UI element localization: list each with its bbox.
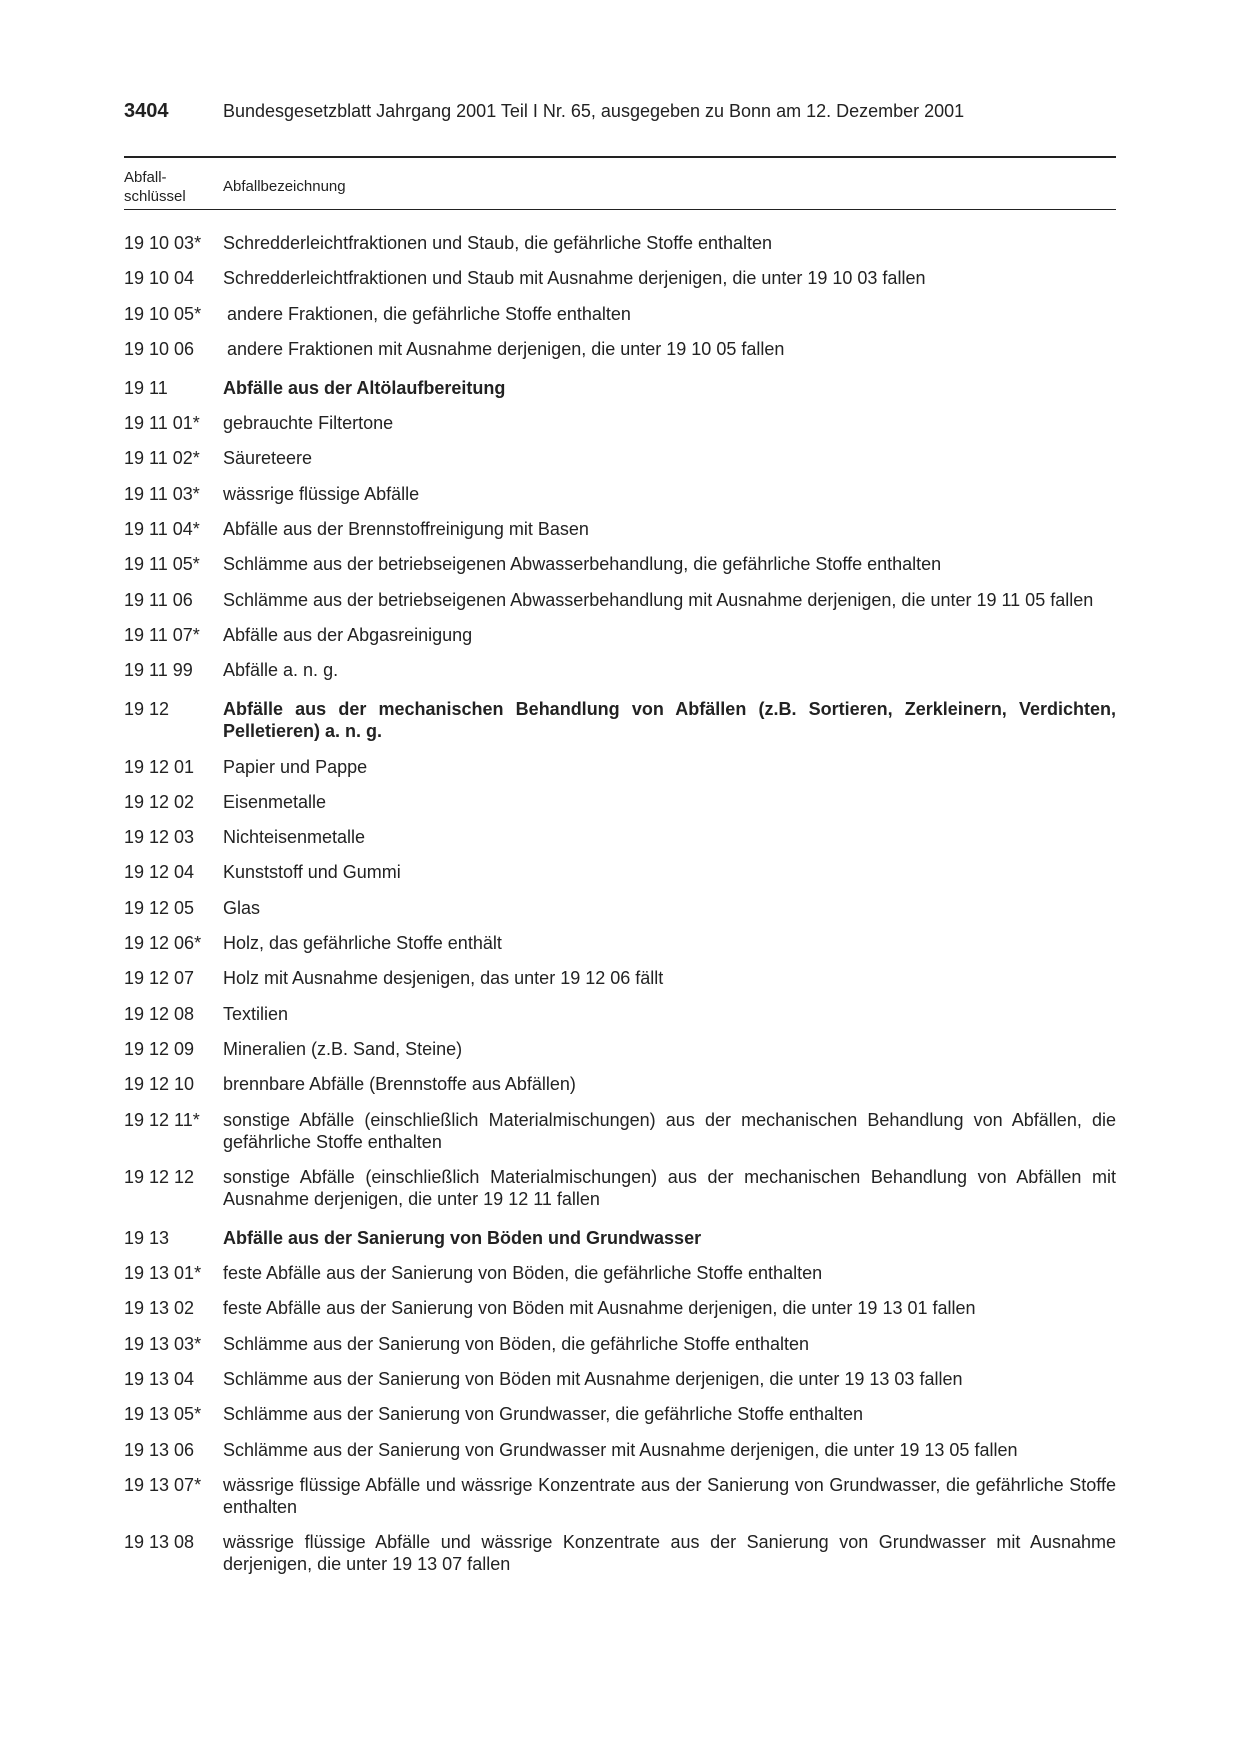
header-rule bbox=[124, 209, 1116, 210]
table-row bbox=[124, 447, 1116, 469]
column-header-code-line1: Abfall- bbox=[124, 168, 167, 186]
group-heading-row bbox=[124, 377, 1116, 399]
waste-table bbox=[124, 232, 1116, 1589]
waste-code: 19 12 09 bbox=[124, 1038, 195, 1059]
waste-description: sonstige Abfälle (einschließlich Materialmischungen) aus der mechanischen Behandlung von Abfällen mit Ausnahme derjenigen, die unter 19 12 11 fallen bbox=[223, 1166, 1116, 1209]
table-row bbox=[124, 897, 1116, 919]
waste-code: 19 13 bbox=[124, 1227, 170, 1248]
waste-description: Abfälle aus der Sanierung von Böden und Grundwasser bbox=[223, 1227, 702, 1248]
table-row bbox=[124, 659, 1116, 681]
waste-code: 19 13 04 bbox=[124, 1369, 195, 1390]
waste-description: Schlämme aus der Sanierung von Grundwasser, die gefährliche Stoffe enthalten bbox=[223, 1404, 864, 1425]
waste-code: 19 12 04 bbox=[124, 862, 195, 883]
table-row bbox=[124, 1073, 1116, 1095]
table-row bbox=[124, 1403, 1116, 1425]
waste-description: wässrige flüssige Abfälle und wässrige Konzentrate aus der Sanierung von Grundwasser mit Ausnahme derjenigen, die unter 19 13 07 fallen bbox=[223, 1532, 1116, 1575]
table-row bbox=[124, 1439, 1116, 1461]
waste-code: 19 11 06 bbox=[124, 589, 193, 610]
table-row bbox=[124, 1474, 1116, 1518]
waste-code: 19 12 11* bbox=[124, 1109, 200, 1130]
waste-description: Schredderleichtfraktionen und Staub, die gefährliche Stoffe enthalten bbox=[223, 233, 773, 253]
waste-description: andere Fraktionen mit Ausnahme derjenigen, die unter 19 10 05 fallen bbox=[227, 338, 785, 359]
table-row bbox=[124, 1531, 1116, 1575]
waste-code: 19 10 04 bbox=[124, 268, 195, 289]
table-row bbox=[124, 553, 1116, 575]
column-header-code-line2: schlüssel bbox=[124, 187, 186, 205]
waste-description: Abfälle aus der Brennstoffreinigung mit Basen bbox=[223, 519, 589, 540]
waste-description: Schlämme aus der betriebseigenen Abwasserbehandlung, die gefährliche Stoffe enthalten bbox=[223, 554, 942, 575]
waste-description: gebrauchte Filtertone bbox=[223, 413, 394, 434]
waste-code: 19 13 01* bbox=[124, 1263, 202, 1284]
table-row bbox=[124, 412, 1116, 434]
waste-description: Abfälle aus der Altölaufbereitung bbox=[223, 377, 506, 398]
waste-code: 19 13 06 bbox=[124, 1439, 195, 1460]
waste-description: Schredderleichtfraktionen und Staub mit Ausnahme derjenigen, die unter 19 10 03 fallen bbox=[223, 268, 926, 289]
table-row bbox=[124, 1262, 1116, 1284]
waste-code: 19 13 08 bbox=[124, 1532, 195, 1553]
table-row bbox=[124, 1368, 1116, 1390]
table-row bbox=[124, 791, 1116, 813]
waste-description: Abfälle a. n. g. bbox=[223, 660, 339, 681]
waste-code: 19 11 07* bbox=[124, 624, 200, 645]
table-row bbox=[124, 1297, 1116, 1319]
waste-code: 19 12 10 bbox=[124, 1074, 195, 1095]
waste-code: 19 12 05 bbox=[124, 897, 195, 918]
table-row bbox=[124, 624, 1116, 646]
waste-code: 19 12 07 bbox=[124, 968, 195, 989]
waste-code: 19 12 02 bbox=[124, 791, 195, 812]
waste-description: Holz mit Ausnahme desjenigen, das unter 19 12 06 fällt bbox=[223, 968, 664, 989]
table-row bbox=[124, 1166, 1116, 1210]
page-header bbox=[124, 100, 1116, 123]
waste-description: wässrige flüssige Abfälle und wässrige Konzentrate aus der Sanierung von Grundwasser, die gefährliche Stoffe enthalten bbox=[223, 1474, 1116, 1517]
waste-code: 19 12 bbox=[124, 699, 170, 720]
page-number: 3404 bbox=[124, 100, 169, 122]
waste-code: 19 12 06* bbox=[124, 933, 202, 954]
waste-code: 19 13 07* bbox=[124, 1474, 202, 1495]
table-row bbox=[124, 826, 1116, 848]
table-row bbox=[124, 1109, 1116, 1153]
waste-description: Kunststoff und Gummi bbox=[223, 862, 401, 883]
waste-description: feste Abfälle aus der Sanierung von Böden mit Ausnahme derjenigen, die unter 19 13 01 fallen bbox=[223, 1298, 976, 1319]
waste-description: Schlämme aus der Sanierung von Böden mit Ausnahme derjenigen, die unter 19 13 03 fallen bbox=[223, 1369, 963, 1390]
waste-description: sonstige Abfälle (einschließlich Materialmischungen) aus der mechanischen Behandlung von Abfällen, die gefährliche Stoffe enthalten bbox=[223, 1109, 1116, 1152]
waste-code: 19 12 03 bbox=[124, 827, 195, 848]
table-row bbox=[124, 1333, 1116, 1355]
waste-description: Glas bbox=[223, 897, 261, 918]
table-row bbox=[124, 861, 1116, 883]
waste-description: Schlämme aus der Sanierung von Böden, die gefährliche Stoffe enthalten bbox=[223, 1333, 810, 1354]
table-row bbox=[124, 232, 1116, 254]
waste-code: 19 10 03* bbox=[124, 233, 202, 253]
waste-description: brennbare Abfälle (Brennstoffe aus Abfällen) bbox=[223, 1074, 576, 1095]
table-row bbox=[124, 1038, 1116, 1060]
waste-code: 19 10 05* bbox=[124, 303, 202, 324]
column-header-code bbox=[124, 168, 223, 206]
waste-description: Papier und Pappe bbox=[223, 756, 368, 777]
waste-code: 19 10 06 bbox=[124, 338, 195, 359]
waste-description: Säureteere bbox=[223, 448, 313, 469]
waste-code: 19 11 02* bbox=[124, 448, 200, 469]
waste-description: Mineralien (z.B. Sand, Steine) bbox=[223, 1038, 463, 1059]
waste-code: 19 11 bbox=[124, 377, 168, 398]
waste-description: andere Fraktionen, die gefährliche Stoffe enthalten bbox=[227, 303, 631, 324]
column-header-description: Abfallbezeichnung bbox=[223, 178, 346, 195]
waste-code: 19 11 04* bbox=[124, 519, 200, 540]
waste-code: 19 11 05* bbox=[124, 554, 200, 575]
waste-code: 19 11 03* bbox=[124, 483, 200, 504]
waste-description: wässrige flüssige Abfälle bbox=[223, 483, 420, 504]
waste-description: Schlämme aus der Sanierung von Grundwasser mit Ausnahme derjenigen, die unter 19 13 05 fallen bbox=[223, 1439, 1018, 1460]
group-heading-row bbox=[124, 698, 1116, 742]
waste-description: Nichteisenmetalle bbox=[223, 827, 366, 848]
waste-code: 19 12 08 bbox=[124, 1003, 195, 1024]
waste-description: Abfälle aus der mechanischen Behandlung von Abfällen (z.B. Sortieren, Zerkleinern, Verdichten, Pelletieren) a. n. g. bbox=[223, 699, 1116, 742]
waste-description: Holz, das gefährliche Stoffe enthält bbox=[223, 933, 502, 954]
table-row bbox=[124, 1003, 1116, 1025]
waste-description: Abfälle aus der Abgasreinigung bbox=[223, 624, 473, 645]
table-row bbox=[124, 756, 1116, 778]
top-rule bbox=[124, 156, 1116, 158]
waste-code: 19 12 12 bbox=[124, 1166, 195, 1187]
table-row bbox=[124, 483, 1116, 505]
table-row bbox=[124, 932, 1116, 954]
table-row bbox=[124, 267, 1116, 289]
waste-description: feste Abfälle aus der Sanierung von Böden, die gefährliche Stoffe enthalten bbox=[223, 1263, 823, 1284]
waste-code: 19 11 99 bbox=[124, 660, 193, 681]
table-row bbox=[124, 518, 1116, 540]
waste-description: Eisenmetalle bbox=[223, 791, 327, 812]
waste-code: 19 13 03* bbox=[124, 1333, 202, 1354]
table-row bbox=[124, 303, 1116, 325]
waste-description: Schlämme aus der betriebseigenen Abwasserbehandlung mit Ausnahme derjenigen, die unter 19 11 05 fallen bbox=[223, 589, 1094, 610]
gazette-title: Bundesgesetzblatt Jahrgang 2001 Teil I Nr. 65, ausgegeben zu Bonn am 12. Dezember 2001 bbox=[223, 101, 965, 121]
waste-code: 19 11 01* bbox=[124, 413, 200, 434]
waste-code: 19 12 01 bbox=[124, 756, 195, 777]
waste-code: 19 13 02 bbox=[124, 1298, 195, 1319]
table-row bbox=[124, 338, 1116, 360]
waste-code: 19 13 05* bbox=[124, 1404, 202, 1425]
table-row bbox=[124, 967, 1116, 989]
waste-description: Textilien bbox=[223, 1003, 289, 1024]
group-heading-row bbox=[124, 1227, 1116, 1249]
column-header bbox=[124, 164, 1116, 209]
table-row bbox=[124, 589, 1116, 611]
